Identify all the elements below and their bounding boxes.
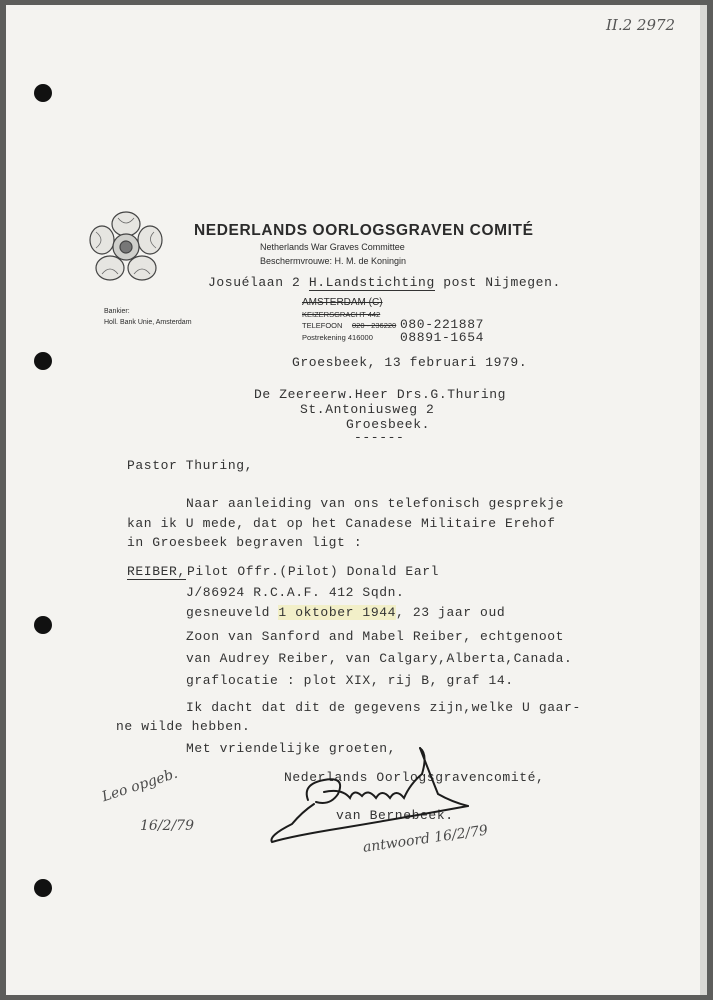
punch-hole-2 bbox=[34, 352, 52, 370]
punch-hole-1 bbox=[34, 84, 52, 102]
organization-name: NEDERLANDS OORLOGSGRAVEN COMITÉ bbox=[194, 222, 534, 239]
recipient-street: St.Antoniusweg 2 bbox=[300, 402, 435, 417]
signatory-organization: Nederlands Oorlogsgravencomité, bbox=[284, 770, 545, 785]
new-phone: 080-221887 bbox=[400, 317, 485, 332]
intro-line-3: in Groesbeek begraven ligt : bbox=[127, 535, 363, 550]
casualty-parents: Zoon van Sanford and Mabel Reiber, echtgenoot bbox=[186, 629, 565, 644]
greeting: Met vriendelijke groeten, bbox=[186, 741, 397, 756]
old-phone: 020 - 236220 bbox=[352, 321, 397, 330]
answer-note: antwoord 16/2/79 bbox=[362, 822, 489, 856]
closing-line-1: Ik dacht dat dit de gegevens zijn,welke U gaar- bbox=[186, 700, 581, 715]
punch-hole-4 bbox=[34, 879, 52, 897]
recipient-rule: ------ bbox=[354, 430, 405, 445]
casualty-spouse: van Audrey Reiber, van Calgary,Alberta,Canada. bbox=[186, 651, 573, 666]
salutation: Pastor Thuring, bbox=[127, 458, 254, 473]
rose-emblem-logo bbox=[88, 210, 164, 286]
giro-number: 08891-1654 bbox=[400, 330, 485, 345]
archive-number: II.2 2972 bbox=[606, 16, 676, 34]
signatory-name: van Bernebeek. bbox=[336, 808, 454, 823]
casualty-service-number: J/86924 R.C.A.F. 412 Sqdn. bbox=[186, 585, 405, 600]
intro-line-2: kan ik U mede, dat op het Canadese Militaire Erehof bbox=[127, 516, 556, 531]
giro-label: Postrekening 416000 bbox=[302, 333, 373, 342]
closing-line-2: ne wilde hebben. bbox=[116, 719, 251, 734]
casualty-surname: REIBER, bbox=[127, 564, 186, 579]
recipient-name: De Zeereerw.Heer Drs.G.Thuring bbox=[254, 387, 507, 402]
page-edge bbox=[700, 5, 707, 995]
patron-line: Beschermvrouwe: H. M. de Koningin bbox=[260, 256, 407, 266]
letter-date: Groesbeek, 13 februari 1979. bbox=[292, 355, 528, 370]
casualty-rank-name: Pilot Offr.(Pilot) Donald Earl bbox=[187, 564, 440, 579]
old-city: AMSTERDAM (C) bbox=[302, 297, 383, 308]
bank-label: Bankier: bbox=[104, 308, 130, 315]
bank-name: Holl. Bank Unie, Amsterdam bbox=[104, 319, 192, 326]
organization-name-english: Netherlands War Graves Committee bbox=[260, 242, 405, 252]
casualty-death: gesneuveld 1 oktober 1944, 23 jaar oud bbox=[186, 605, 506, 620]
recipient-city: Groesbeek. bbox=[346, 417, 431, 432]
margin-note-left-date: 16/2/79 bbox=[140, 818, 194, 834]
typed-address: Josuélaan 2 H.Landstichting post Nijmegen. bbox=[208, 275, 561, 290]
punch-hole-3 bbox=[34, 616, 52, 634]
casualty-grave: graflocatie : plot XIX, rij B, graf 14. bbox=[186, 673, 514, 688]
margin-note-left: Leo opgeb. bbox=[100, 765, 180, 806]
old-street: KEIZERSGRACHT 442 bbox=[302, 310, 381, 319]
intro-line-1: Naar aanleiding van ons telefonisch gesprekje bbox=[186, 496, 565, 511]
phone-label: TELEFOON bbox=[302, 321, 343, 330]
